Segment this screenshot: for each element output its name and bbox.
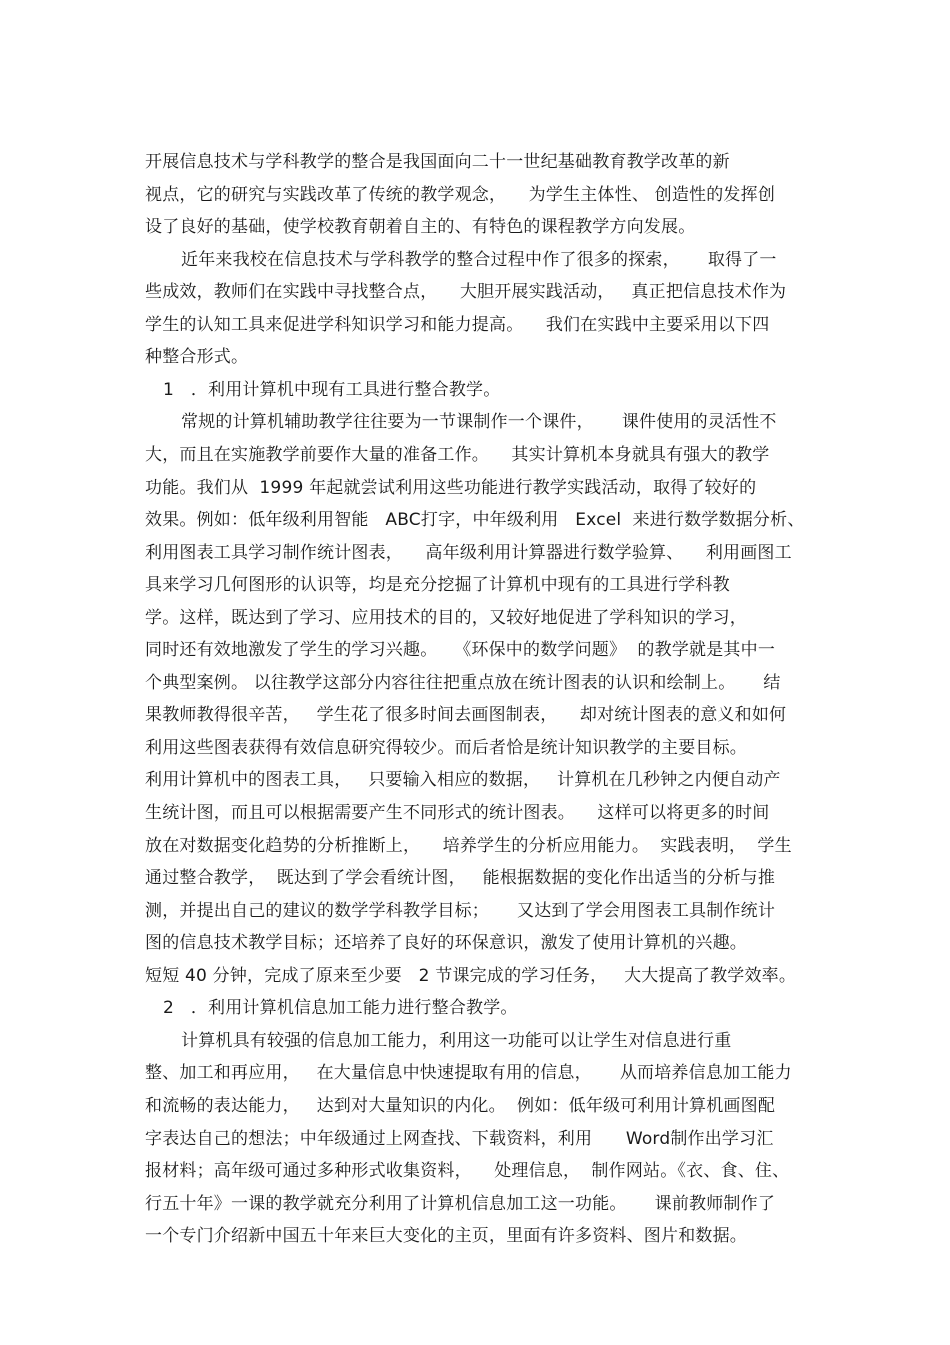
text-line: 利用图表工具学习制作统计图表， 高年级利用计算器进行数学验算、 利用画图工 — [145, 542, 792, 563]
text-line: 功能。我们从 1999 年起就尝试利用这些功能进行教学实践活动，取得了较好的 — [145, 477, 757, 498]
text-line: 短短 40 分钟，完成了原来至少要 2 节课完成的学习任务， 大大提高了教学效率。 — [145, 965, 797, 986]
text-line: 一个专门介绍新中国五十年来巨大变化的主页，里面有许多资料、图片和数据。 — [145, 1226, 747, 1247]
text-line: 测，并提出自己的建议的数学学科教学目标； 又达到了学会用图表工具制作统计 — [145, 900, 776, 921]
text-line: 种整合形式。 — [145, 347, 249, 368]
text-line: 设了良好的基础，使学校教育朝着自主的、有特色的课程教学方向发展。 — [145, 217, 696, 238]
text-line: 图的信息技术教学目标；还培养了良好的环保意识，激发了使用计算机的兴趣。 — [145, 933, 747, 954]
text-line: 字表达自己的想法；中年级通过上网查找、下载资料，利用 Word制作出学习汇 — [145, 1128, 774, 1149]
text-line: 开展信息技术与学科教学的整合是我国面向二十一世纪基础教育教学改革的新 — [145, 152, 730, 172]
text-line: 果教师教得很辛苦， 学生花了很多时间去画图制表， 却对统计图表的意义和如何 — [145, 705, 787, 726]
text-line: 利用计算机中的图表工具， 只要输入相应的数据， 计算机在几秒钟之内便自动产 — [145, 770, 781, 791]
text-line: 通过整合教学， 既达到了学会看统计图， 能根据数据的变化作出适当的分析与推 — [145, 868, 776, 889]
text-line: 近年来我校在信息技术与学科教学的整合过程中作了很多的探索， 取得了一 — [181, 249, 777, 270]
text-line: 些成效，教师们在实践中寻找整合点， 大胆开展实践活动， 真正把信息技术作为 — [145, 282, 787, 303]
text-line: 生统计图，而且可以根据需要产生不同形式的统计图表。 这样可以将更多的时间 — [145, 803, 770, 823]
text-line: 同时还有效地激发了学生的学习兴趣。 《环保中的数学问题》 的教学就是其中一 — [145, 640, 776, 661]
text-line: 行五十年》一课的教学就充分利用了计算机信息加工这一功能。 课前教师制作了 — [145, 1193, 776, 1214]
text-line: 2 ．利用计算机信息加工能力进行整合教学。 — [163, 998, 518, 1019]
text-line: 效果。例如：低年级利用智能 ABC打字，中年级利用 Excel 来进行数学数据分析、 — [145, 510, 805, 531]
text-line: 学生的认知工具来促进学科知识学习和能力提高。 我们在实践中主要采用以下四 — [145, 314, 770, 335]
text-line: 学。这样，既达到了学习、应用技术的目的，又较好地促进了学科知识的学习， — [145, 607, 747, 628]
text-line: 1 ．利用计算机中现有工具进行整合教学。 — [163, 379, 501, 400]
text-line: 计算机具有较强的信息加工能力，利用这一功能可以让学生对信息进行重 — [181, 1030, 732, 1051]
text-line: 放在对数据变化趋势的分析推断上， 培养学生的分析应用能力。 实践表明， 学生 — [145, 835, 792, 856]
text-line: 视点，它的研究与实践改革了传统的教学观念， 为学生主体性、 创造性的发挥创 — [145, 184, 776, 205]
text-line: 利用这些图表获得有效信息研究得较少。而后者恰是统计知识教学的主要目标。 — [145, 737, 747, 758]
text-line: 个典型案例。 以往教学这部分内容往往把重点放在统计图表的认识和绘制上。 结 — [145, 672, 781, 693]
text-line: 报材料；高年级可通过多种形式收集资料， 处理信息， 制作网站。《衣、食、住、 — [145, 1161, 790, 1182]
text-line: 整、加工和再应用， 在大量信息中快速提取有用的信息， 从而培养信息加工能力 — [145, 1063, 792, 1084]
text-line: 大，而且在实施教学前要作大量的准备工作。 其实计算机本身就具有强大的教学 — [145, 444, 770, 465]
text-line: 具来学习几何图形的认识等，均是充分挖掘了计算机中现有的工具进行学科教 — [145, 575, 730, 596]
text-line: 常规的计算机辅助教学往往要为一节课制作一个课件， 课件使用的灵活性不 — [181, 412, 777, 433]
text-line: 和流畅的表达能力， 达到对大量知识的内化。 例如：低年级可利用计算机画图配 — [145, 1095, 776, 1116]
